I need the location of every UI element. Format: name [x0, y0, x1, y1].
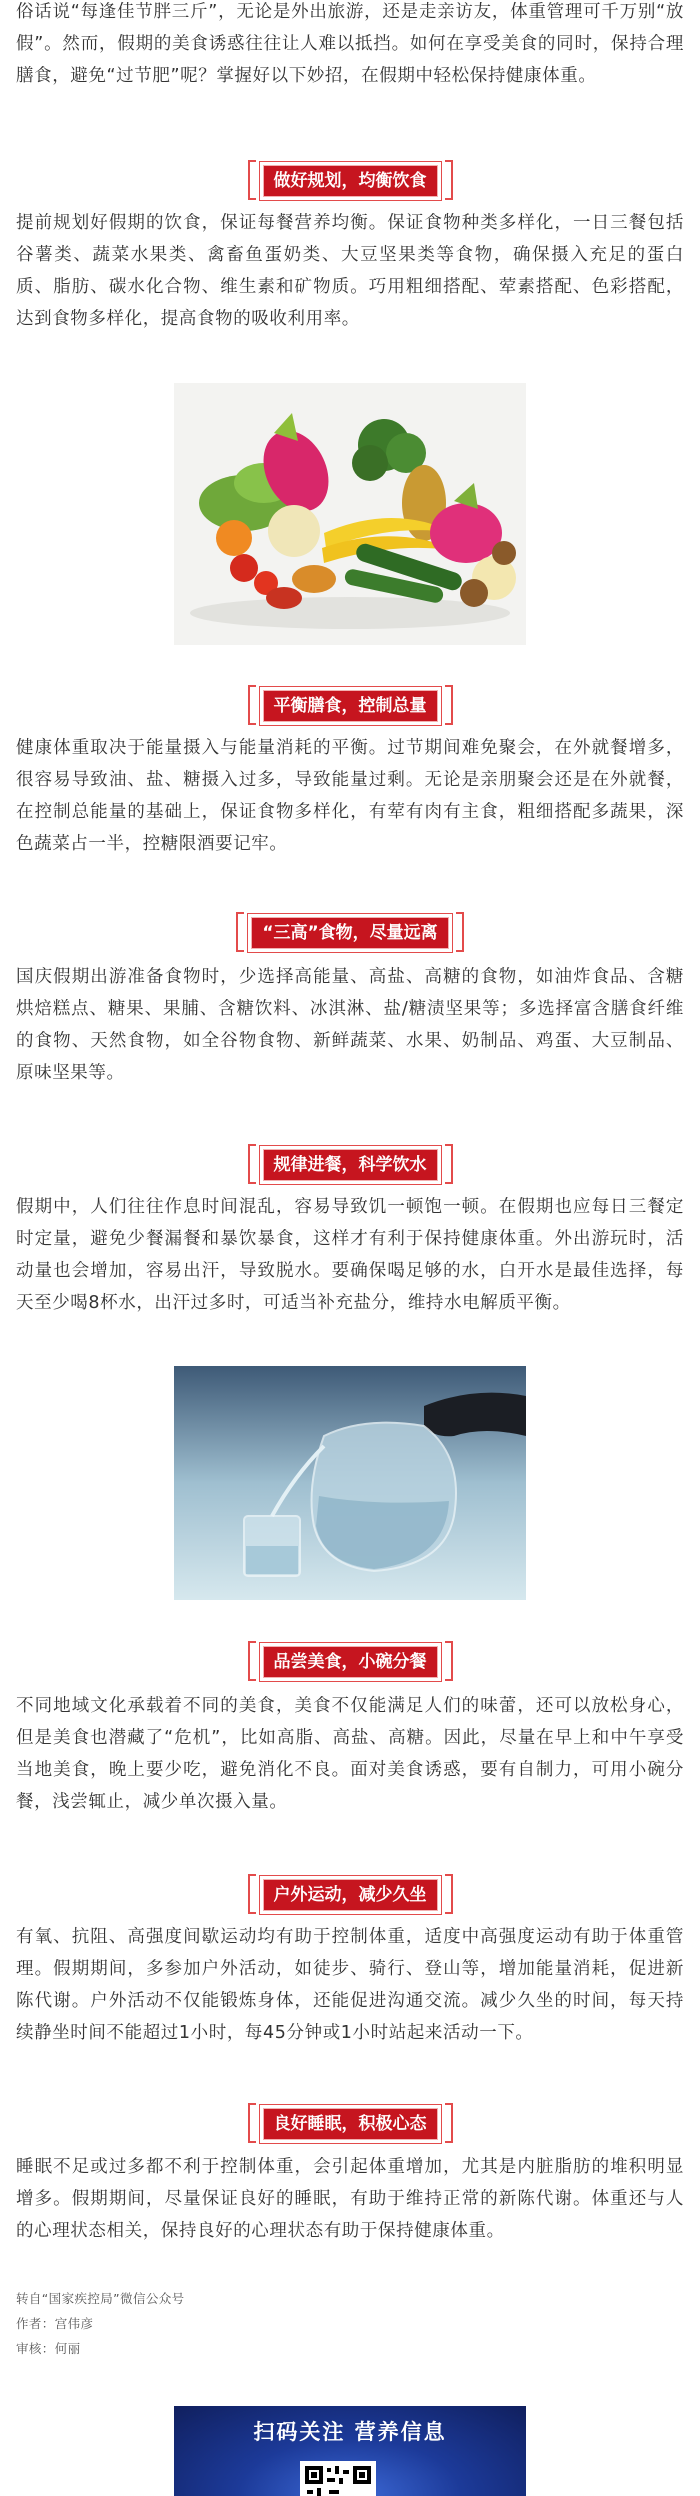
section-heading-1: 做好规划，均衡饮食: [263, 165, 438, 197]
section-7: [16, 2104, 684, 2144]
section-2: [16, 686, 684, 726]
section-heading-6: 户外运动，减少久坐: [263, 1879, 438, 1911]
credit-reviewer: 审核：何丽: [16, 2341, 81, 2356]
qr-title: 扫码关注 营养信息: [253, 2420, 447, 2444]
section-heading-4: 规律进餐，科学饮水: [263, 1149, 438, 1181]
section-body-7: 睡眠不足或过多都不利于控制体重，会引起体重增加，尤其是内脏脂肪的堆积明显增多。假期期间，尽量保证良好的睡眠，有助于维持正常的新陈代谢。体重还与人的心理状态相关，保持良好的心理状态有助于保持健康体重。: [16, 2157, 684, 2241]
qr-banner[interactable]: [174, 2406, 526, 2496]
section-heading-7: 良好睡眠，积极心态: [263, 2108, 438, 2140]
section-body-5: 不同地域文化承载着不同的美食，美食不仅能满足人们的味蕾，还可以放松身心，但是美食也潜藏了“危机”，比如高脂、高盐、高糖。因此，尽量在早上和中午享受当地美食，晚上要少吃，避免消化不良。面对美食诱惑，要有自制力，可用小碗分餐，浅尝辄止，减少单次摄入量。: [16, 1696, 684, 1812]
credit-author: 作者：宫伟彦: [16, 2316, 94, 2331]
section-heading-2: 平衡膳食，控制总量: [263, 690, 438, 722]
section-6: [16, 1875, 684, 1915]
section-5: [16, 1642, 684, 1682]
fruit-vegetable-image: [174, 383, 526, 645]
section-1: [16, 161, 684, 201]
qr-code-icon[interactable]: [300, 2461, 376, 2496]
section-body-2: 健康体重取决于能量摄入与能量消耗的平衡。过节期间难免聚会，在外就餐增多，很容易导致油、盐、糖摄入过多，导致能量过剩。无论是亲朋聚会还是在外就餐，在控制总能量的基础上，保证食物多样化，有荤有肉有主食，粗细搭配多蔬果，深色蔬菜占一半，控糖限酒要记牢。: [16, 738, 684, 854]
section-body-4: 假期中，人们往往作息时间混乱，容易导致饥一顿饱一顿。在假期也应每日三餐定时定量，避免少餐漏餐和暴饮暴食，这样才有利于保持健康体重。外出游玩时，活动量也会增加，容易出汗，导致脱水。要确保喝足够的水，白开水是最佳选择，每天至少喝8杯水，出汗过多时，可适当补充盐分，维持水电解质平衡。: [16, 1197, 684, 1313]
credit-source: 转自“国家疾控局”微信公众号: [16, 2291, 185, 2306]
section-body-3: 国庆假期出游准备食物时，少选择高能量、高盐、高糖的食物，如油炸食品、含糖烘焙糕点、糖果、果脯、含糖饮料、冰淇淋、盐/糖渍坚果等；多选择富含膳食纤维的食物、天然食物，如全谷物食物、新鲜蔬菜、水果、奶制品、鸡蛋、大豆制品、原味坚果等。: [16, 967, 684, 1083]
section-heading-3: “三高”食物，尽量远离: [251, 917, 448, 949]
section-body-1: 提前规划好假期的饮食，保证每餐营养均衡。保证食物种类多样化，一日三餐包括谷薯类、蔬菜水果类、禽畜鱼蛋奶类、大豆坚果类等食物，确保摄入充足的蛋白质、脂肪、碳水化合物、维生素和矿物质。巧用粗细搭配、荤素搭配、色彩搭配，达到食物多样化，提高食物的吸收利用率。: [16, 213, 684, 329]
section-heading-5: 品尝美食，小碗分餐: [263, 1646, 438, 1678]
section-3: [16, 913, 684, 953]
section-body-6: 有氧、抗阻、高强度间歇运动均有助于控制体重，适度中高强度运动有助于体重管理。假期期间，多参加户外活动，如徒步、骑行、登山等，增加能量消耗，促进新陈代谢。户外活动不仅能锻炼身体，还能促进沟通交流。减少久坐的时间，每天持续静坐时间不能超过1小时，每45分钟或1小时站起来活动一下。: [16, 1927, 684, 2043]
water-jug-image: [174, 1366, 526, 1600]
section-4: [16, 1145, 684, 1185]
credits: [16, 2286, 684, 2361]
intro-paragraph: 俗话说“每逢佳节胖三斤”，无论是外出旅游，还是走亲访友，体重管理可千万别“放假”。然而，假期的美食诱惑往往让人难以抵挡。如何在享受美食的同时，保持合理膳食，避免“过节肥”呢？掌握好以下妙招，在假期中轻松保持健康体重。: [16, 2, 684, 86]
